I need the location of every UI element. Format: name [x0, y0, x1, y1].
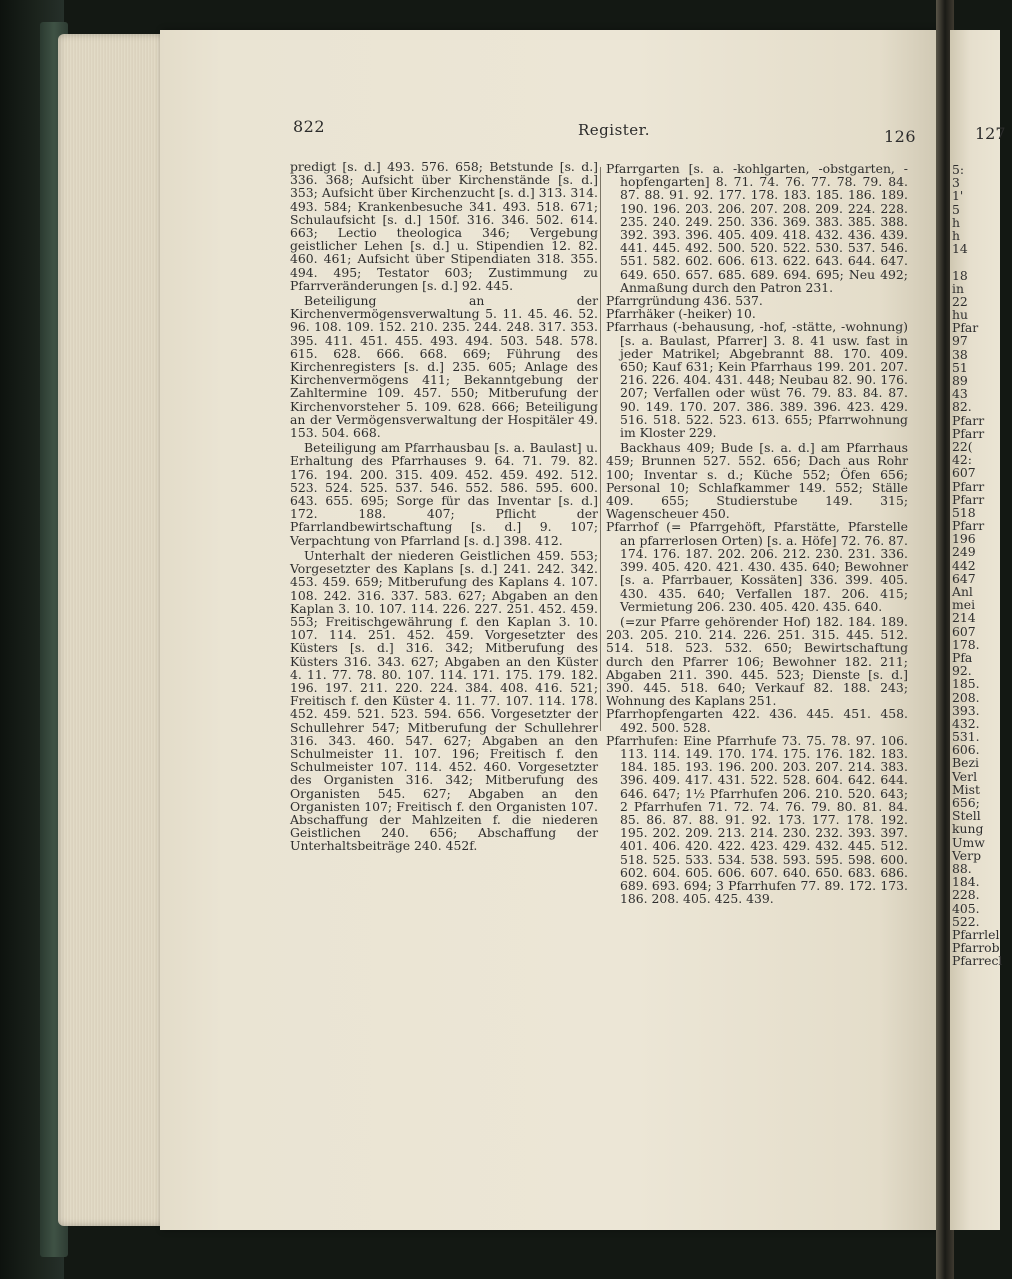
- next-page-fragment: 606.: [952, 742, 980, 758]
- index-entry: (=zur Pfarre gehörender Hof) 182. 184. 189. 203. 205. 210. 214. 226. 251. 315. 445. 512. 514. 518. 523. 532. 650; Bewirtschaftung durch den Pfarrer 106; Bewohner 182. 211; Abgaben 211. 390. 445. 523; Dienste [s. d.] 390. 445. 518. 640; Verkauf 82. 188. 243; Wohnung des Kaplans 251.: [606, 613, 908, 709]
- next-page-fragment: 607: [952, 465, 976, 481]
- next-page-fragment: [952, 255, 1012, 268]
- next-page-fragment: 14: [952, 241, 968, 257]
- next-page-fragment: 393.: [952, 702, 980, 718]
- next-page-fragment: 22: [952, 293, 968, 309]
- next-page-fragment: 88.: [952, 860, 972, 876]
- next-page-fragment: 208.: [952, 689, 980, 705]
- next-page-fragment: mei: [952, 597, 976, 613]
- next-page-fragment: 22(: [952, 438, 973, 454]
- next-page-fragment: Verl: [952, 768, 978, 784]
- next-page-fragment: 3: [952, 175, 960, 191]
- next-page-fragment: Anl: [952, 584, 973, 599]
- next-page-fragment: 178.: [952, 636, 980, 652]
- next-page-fragment: Mist: [952, 781, 980, 797]
- index-entry: Pfarrhaus (-behausung, -hof, -stätte, -wohnung) [s. a. Baulast, Pfarrer] 3. 8. 41 usw. fast in jeder Matrikel; Abgebrannt 88. 170. 409. 650; Kauf 631; Kein Pfarrhaus 199. 201. 207. 216. 226. 404. 431. 448; Neubau 82. 90. 176. 207; Verfallen oder wüst 76. 79. 83. 84. 87. 90. 149. 170. 207. 386. 389. 396. 423. 429. 516. 518. 522. 523. 613. 655; Pfarrwohnung im Kloster 229.: [606, 319, 908, 441]
- next-page-fragment: in: [952, 280, 964, 296]
- next-page-fragment: 43: [952, 386, 968, 402]
- next-page-fragment: 89: [952, 373, 968, 388]
- index-entry: predigt [s. d.] 493. 576. 658; Betstunde [s. d.] 336. 368; Aufsicht über Kirchenstände [s. d.] 353; Aufsicht über Kirchenzucht [s. d.] 313. 314. 493. 584; Krankenbesuche 341. 493. 518. 671; Schulaufsicht [s. d.] 150f. 316. 346. 502. 614. 663; Lectio theologica 346; Vergebung geistlicher Lehen [s. d.] u. Stipendien 12. 82. 460. 461; Aufsicht über Stipendiaten 318. 355. 494. 495; Testator 603; Zustimmung zu Pfarrveränderungen [s. d.] 92. 445.: [290, 159, 598, 293]
- next-page-fragment: 522.: [952, 913, 980, 929]
- next-page-fragment: 97: [952, 333, 968, 349]
- next-page-fragment: 38: [952, 346, 968, 362]
- next-page-fragment: 405.: [952, 900, 980, 916]
- index-entry: Pfarrhof (= Pfarrgehöft, Pfarstätte, Pfarstelle an pfarrerlosen Orten) [s. a. Höfe] 72. 76. 87. 174. 176. 187. 202. 206. 212. 230. 231. 336. 399. 405. 420. 421. 430. 435. 640; Bewohner [s. a. Pfarrbauer, Kossäten] 336. 399. 405. 430. 435. 640; Verfallen 187. 206. 415; Vermietung 206. 230. 405. 420. 435. 640.: [606, 519, 908, 614]
- next-page-fragment: Umw: [952, 834, 985, 850]
- next-page-fragment: 18: [952, 267, 968, 283]
- page-number: 822: [293, 117, 326, 136]
- next-page-fragments: [952, 163, 1012, 967]
- next-page-fragment: 1': [952, 188, 964, 204]
- next-page-fragment: 185.: [952, 676, 980, 692]
- index-entry: Beteiligung am Pfarrhausbau [s. a. Baulast] u. Erhaltung des Pfarrhauses 9. 64. 71. 79. 82. 176. 194. 200. 315. 409. 452. 459. 492. 512. 523. 524. 525. 537. 546. 552. 586. 595. 600. 643. 655. 695; Sorge für das Inventar [s. d.] 172. 188. 407; Pflicht der Pfarrlandbewirtschaftung [s. d.] 9. 107; Verpachtung von Pfarrland [s. d.] 398. 412.: [290, 440, 598, 548]
- next-page-fragment: 531.: [952, 729, 980, 745]
- next-page-fragment: 5: [952, 201, 960, 217]
- index-entry: Pfarrhäker (-heiker) 10.: [606, 306, 756, 322]
- next-page-fragment: 214: [952, 610, 976, 626]
- next-page-fragment: h: [952, 214, 960, 230]
- next-page-fragment: 607: [952, 623, 976, 639]
- next-page-fragment: Pfar: [952, 320, 979, 336]
- next-page-fragment: Pfarrlel: [952, 926, 1000, 942]
- index-entry: Pfarrhopfengarten 422. 436. 445. 451. 458. 492. 500. 528.: [606, 706, 908, 735]
- index-entry: Pfarrgarten [s. a. -kohlgarten, -obstgarten, -hopfengarten] 8. 71. 74. 76. 77. 78. 79. 84. 87. 88. 91. 92. 177. 178. 183. 185. 186. 189. 190. 196. 203. 206. 207. 208. 209. 224. 228. 235. 240. 249. 250. 336. 369. 383. 385. 388. 392. 393. 396. 405. 409. 418. 432. 436. 439. 441. 445. 492. 500. 520. 522. 530. 537. 546. 551. 582. 602. 606. 613. 622. 643. 644. 647. 649. 650. 657. 685. 689. 694. 695; Neu 492; Anmaßung durch den Patron 231.: [606, 161, 908, 295]
- column-number: 126: [884, 127, 917, 146]
- next-page-fragment: 249: [952, 544, 976, 560]
- next-page-fragment: 647: [952, 570, 976, 586]
- next-page-fragment: h: [952, 227, 960, 243]
- next-page-fragment: 92.: [952, 663, 972, 679]
- index-entry: Unterhalt der niederen Geistlichen 459. 553; Vorgesetzter des Kaplans [s. d.] 241. 242. 342. 453. 459. 659; Mitberufung des Kaplans 4. 107. 108. 242. 316. 337. 583. 627; Abgaben an den Kaplan 3. 10. 107. 114. 226. 227. 251. 452. 459. 553; Freitischgewährung f. den Kaplan 3. 10. 107. 114. 251. 452. 459. Vorgesetzter des Küsters [s. d.] 316. 342; Mitberufung des Küsters 316. 343. 627; Abgaben an den Küster 4. 11. 77. 78. 80. 107. 114. 171. 175. 179. 182. 196. 197. 211. 220. 224. 384. 408. 416. 521; Freitisch f. den Küster 4. 11. 77. 107. 114. 178. 452. 459. 521. 523. 594. 656. Vorgesetzter der Schullehrer 547; Mitberufung der Schullehrer 316. 343. 460. 547. 627; Abgaben an den Schulmeister 11. 107. 196; Freitisch f. den Schulmeister 107. 114. 452. 460. Vorgesetzter des Organisten 316. 342; Mitberufung des Organisten 545. 627; Abgaben an den Organisten 107; Freitisch f. den Organisten 107. Abschaffung der Mahlzeiten f. die niederen Geistlichen 240. 656; Abschaffung der Unterhaltsbeiträge 240. 452f.: [290, 547, 598, 854]
- book-page-edges: [58, 34, 170, 1226]
- index-entry: Pfarrgründung 436. 537.: [606, 293, 763, 309]
- next-page-fragment: 184.: [952, 874, 980, 890]
- next-page-fragment: 82.: [952, 399, 972, 415]
- next-page-fragment: Verp: [952, 847, 981, 863]
- next-page-fragment: Pfarrob: [952, 940, 1000, 956]
- next-page-fragment: Bezi: [952, 755, 979, 771]
- next-page-fragment: 442: [952, 557, 976, 573]
- next-page-fragment: 432.: [952, 715, 980, 731]
- next-page-fragment: 42:: [952, 452, 972, 468]
- next-page-fragment: Pfarr: [952, 518, 985, 534]
- next-page-fragment: 196: [952, 531, 976, 547]
- next-page-fragment: Pfarr: [952, 412, 985, 428]
- index-column-left: [290, 160, 598, 853]
- index-entry: Pfarrhufen: Eine Pfarrhufe 73. 75. 78. 97. 106. 113. 114. 149. 170. 174. 175. 176. 182. 183. 184. 185. 193. 196. 200. 203. 207. 214. 383. 396. 409. 417. 431. 522. 528. 604. 642. 644. 646. 647; 1½ Pfarrhufen 206. 210. 520. 643; 2 Pfarrhufen 71. 72. 74. 76. 79. 80. 81. 84. 85. 86. 87. 88. 91. 92. 173. 177. 178. 192. 195. 202. 209. 213. 214. 230. 232. 393. 397. 401. 406. 420. 422. 423. 429. 432. 445. 512. 518. 525. 533. 534. 538. 593. 595. 598. 600. 602. 604. 605. 606. 607. 640. 650. 683. 686. 689. 693. 694; 3 Pfarrhufen 77. 89. 172. 173. 186. 208. 405. 425. 439.: [606, 732, 908, 907]
- column-divider: [600, 167, 601, 731]
- next-page-column-number: 127: [975, 124, 1006, 143]
- index-entry: Backhaus 409; Bude [s. a. d.] am Pfarrhaus 459; Brunnen 527. 552. 656; Dach aus Rohr 100; Inventar s. d.; Küche 552; Öfen 656; Personal 10; Schlafkammer 149. 552; Ställe 409. 655; Studierstube 149. 315; Wagenscheuer 450.: [606, 440, 908, 522]
- next-page-fragment: Pfarr: [952, 425, 985, 441]
- running-title: Register.: [578, 121, 650, 139]
- next-page-fragment: kung: [952, 821, 984, 837]
- next-page-fragment: Pfarr: [952, 491, 985, 507]
- next-page-fragment: Pfa: [952, 649, 973, 665]
- next-page-fragment: 656;: [952, 795, 980, 810]
- next-page-fragment: hu: [952, 307, 968, 323]
- next-page-fragment: 5:: [952, 162, 965, 177]
- next-page-fragment: 228.: [952, 887, 980, 903]
- index-column-right: [606, 162, 908, 905]
- next-page-fragment: 518: [952, 504, 976, 520]
- next-page-fragment: Stell: [952, 808, 981, 824]
- next-page-fragment: 51: [952, 359, 968, 375]
- next-page-fragment: Pfarrecl: [952, 953, 1003, 969]
- index-entry: Beteiligung an der Kirchenvermögensverwaltung 5. 11. 45. 46. 52. 96. 108. 109. 152. 210. 235. 244. 248. 317. 353. 395. 411. 451. 455. 493. 494. 503. 548. 578. 615. 628. 666. 668. 669; Führung des Kirchenregisters [s. d.] 235. 605; Anlage des Kirchenvermögens 411; Bekanntgebung der Zahltermine 109. 457. 550; Mitberufung der Kirchenvorsteher 5. 109. 628. 666; Beteiligung an der Vermögensverwaltung der Hospitäler 49. 153. 504. 668.: [290, 293, 598, 441]
- next-page-fragment: Pfarr: [952, 478, 985, 494]
